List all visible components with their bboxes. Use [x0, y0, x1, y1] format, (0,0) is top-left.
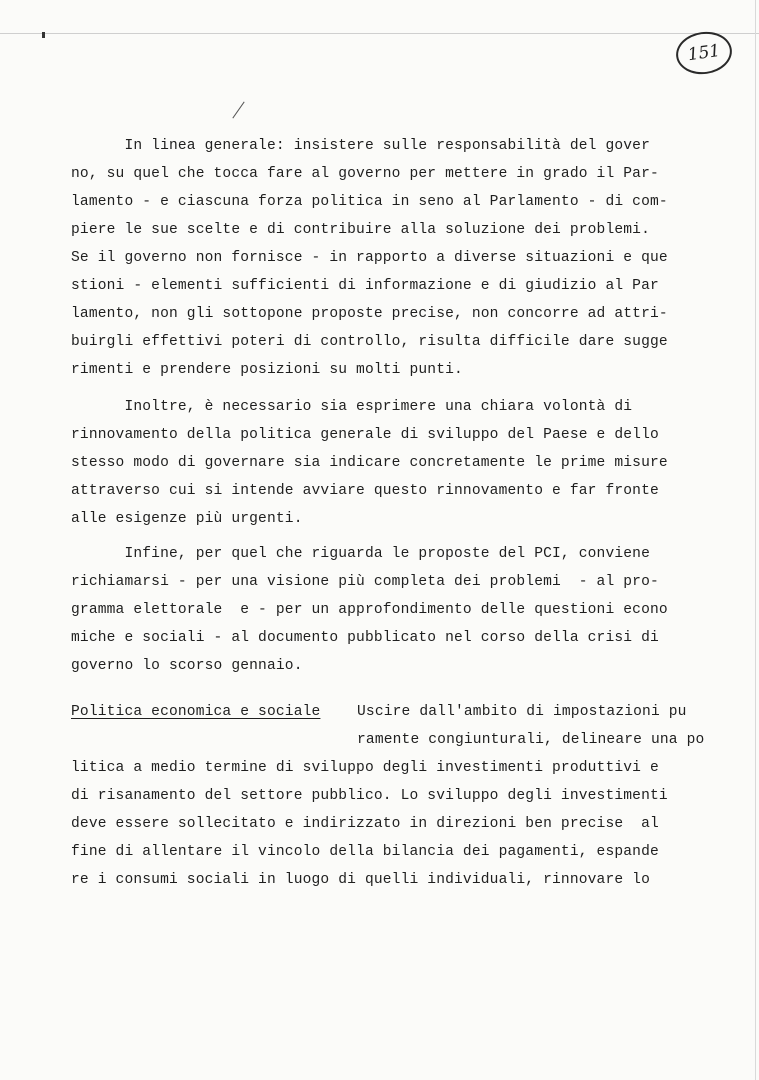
- text-line: no, su quel che tocca fare al governo per mettere in grado il Par-: [71, 166, 659, 182]
- text-line: piere le sue scelte e di contribuire alla soluzione dei problemi.: [71, 222, 650, 238]
- text-line: richiamarsi - per una visione più completa dei problemi - al pro-: [71, 574, 659, 590]
- text-line: Infine, per quel che riguarda le proposte del PCI, conviene: [71, 546, 650, 562]
- text-line: Se il governo non fornisce - in rapporto a diverse situazioni e que: [71, 250, 668, 266]
- text-line: stioni - elementi sufficienti di informazione e di giudizio al Par: [71, 278, 659, 294]
- text-line: rimenti e prendere posizioni su molti punti.: [71, 362, 463, 378]
- pencil-tick-mark: [232, 102, 244, 119]
- text-line: attraverso cui si intende avviare questo rinnovamento e far fronte: [71, 483, 659, 499]
- text-line: litica a medio termine di sviluppo degli investimenti produttivi e: [71, 760, 659, 776]
- text-line: stesso modo di governare sia indicare concretamente le prime misure: [71, 455, 668, 471]
- ink-mark: [42, 32, 45, 38]
- text-line: buirgli effettivi poteri di controllo, risulta difficile dare sugge: [71, 334, 668, 350]
- text-line: gramma elettorale e - per un approfondimento delle questioni econo: [71, 602, 668, 618]
- text-line: governo lo scorso gennaio.: [71, 658, 303, 674]
- text-line: lamento, non gli sottopone proposte precise, non concorre ad attri-: [71, 306, 668, 322]
- text-line: re i consumi sociali in luogo di quelli individuali, rinnovare lo: [71, 872, 650, 888]
- text-line: deve essere sollecitato e indirizzato in direzioni ben precise al: [71, 816, 659, 832]
- scan-right-edge: [755, 0, 756, 1080]
- text-line: In linea generale: insistere sulle responsabilità del gover: [71, 138, 650, 154]
- text-line: alle esigenze più urgenti.: [71, 511, 303, 527]
- section-heading: Politica economica e sociale: [71, 704, 321, 720]
- page-number-stamp: [673, 28, 734, 77]
- text-line: Inoltre, è necessario sia esprimere una chiara volontà di: [71, 399, 633, 415]
- text-line: Uscire dall'ambito di impostazioni pu: [357, 704, 687, 720]
- text-line: ramente congiunturali, delineare una po: [357, 732, 705, 748]
- page-number-stamp-text: 151: [686, 40, 722, 66]
- text-line: miche e sociali - al documento pubblicato nel corso della crisi di: [71, 630, 659, 646]
- scan-top-edge: [0, 33, 759, 34]
- text-line: di risanamento del settore pubblico. Lo sviluppo degli investimenti: [71, 788, 668, 804]
- text-line: rinnovamento della politica generale di sviluppo del Paese e dello: [71, 427, 659, 443]
- text-line: lamento - e ciascuna forza politica in seno al Parlamento - di com-: [71, 194, 668, 210]
- text-line: fine di allentare il vincolo della bilancia dei pagamenti, espande: [71, 844, 659, 860]
